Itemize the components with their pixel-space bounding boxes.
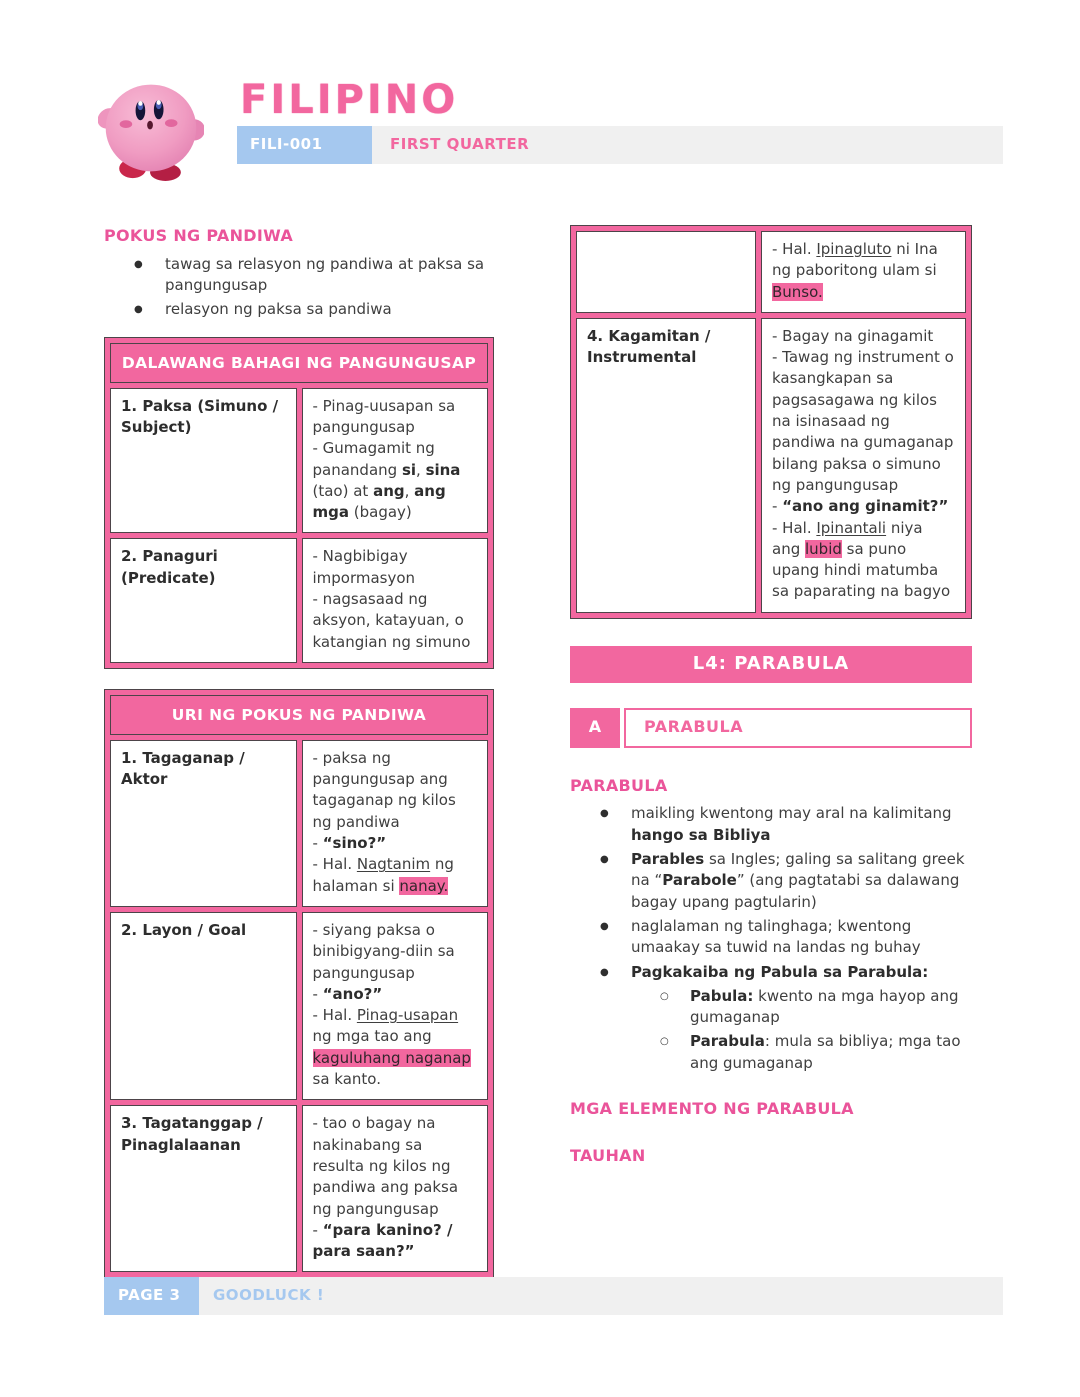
heading-mga-elemento: MGA ELEMENTO NG PARABULA xyxy=(570,1099,854,1119)
text-line xyxy=(313,854,478,897)
table-uri-ng-pokus xyxy=(104,689,494,1279)
text-segment: - tao o bagay na nakinabang sa resulta ng kilos ng pandiwa ang paksa ng pangungusap xyxy=(312,1114,459,1218)
text-segment: - xyxy=(312,1220,323,1239)
right-column xyxy=(570,225,972,1298)
text-segment: ng mga tao ang xyxy=(312,1027,432,1046)
bullet-text xyxy=(690,986,972,1029)
text-line xyxy=(165,254,494,297)
text-segment: Ipinantali xyxy=(816,518,887,537)
text-line xyxy=(313,438,478,523)
text-line xyxy=(121,396,286,439)
section-letter: A xyxy=(570,708,620,748)
text-segment: Pabula: xyxy=(690,986,754,1005)
text-segment: , xyxy=(416,460,426,479)
text-line xyxy=(631,916,972,959)
text-line xyxy=(313,984,478,1005)
definition-cell xyxy=(761,318,966,613)
table-kagamitan-continuation xyxy=(570,225,972,619)
text-segment: nanay. xyxy=(399,876,449,895)
text-segment: si xyxy=(401,460,417,479)
term-cell xyxy=(110,740,297,907)
left-column xyxy=(104,225,494,1298)
text-segment: (tao) at xyxy=(312,481,374,500)
text-line xyxy=(631,962,972,983)
text-line xyxy=(313,1113,478,1219)
text-segment: “sino?” xyxy=(322,834,387,853)
text-segment: kwento na mga hayop ang gumaganap xyxy=(690,986,959,1027)
bullet-text xyxy=(631,803,972,846)
table-row xyxy=(110,538,488,662)
table-title-row xyxy=(110,343,488,383)
definition-cell xyxy=(302,388,489,534)
text-segment: Parables xyxy=(631,850,705,869)
table-title: DALAWANG BAHAGI NG PANGUNGUSAP xyxy=(110,343,488,383)
quarter-label: FIRST QUARTER xyxy=(372,126,1003,164)
bullet-icon: ● xyxy=(600,808,609,820)
lesson-banner: L4: PARABULA xyxy=(570,646,972,683)
bullet-text xyxy=(631,962,972,983)
text-segment: Pagkakaiba ng Pabula sa Parabula: xyxy=(631,962,929,981)
bullet-text xyxy=(165,299,494,320)
text-segment: ng halaman si xyxy=(312,855,454,895)
text-segment: Bunso. xyxy=(772,282,823,301)
section-marker xyxy=(570,708,972,748)
bullet-icon: ● xyxy=(600,920,609,932)
text-segment: ” (ang pagtatabi sa dalawang bagay upang pagtularin) xyxy=(631,871,960,911)
text-segment: 2. Panaguri (Predicate) xyxy=(121,547,218,587)
header-bar xyxy=(237,126,1003,164)
section-heading-parabula: PARABULA xyxy=(570,775,668,795)
term-cell xyxy=(110,388,297,534)
text-segment: lubid xyxy=(805,539,842,558)
term-cell xyxy=(110,538,297,662)
bullet-icon: ○ xyxy=(660,990,669,1002)
pokus-bullet-list xyxy=(104,254,494,321)
parabula-bullet-list xyxy=(570,803,972,1074)
list-item xyxy=(104,254,494,297)
term-cell xyxy=(110,912,297,1100)
text-segment: 4. Kagamitan / Instrumental xyxy=(587,326,711,367)
text-segment: relasyon ng paksa sa pandiwa xyxy=(165,300,392,319)
text-line xyxy=(631,849,972,913)
text-segment: 1. Paksa (Simuno / Subject) xyxy=(121,396,279,436)
list-item xyxy=(570,1031,972,1074)
bullet-text xyxy=(165,254,494,297)
section-label: PARABULA xyxy=(624,708,972,748)
text-line xyxy=(772,496,955,517)
course-code-badge: FILI-001 xyxy=(237,126,372,164)
list-item xyxy=(570,803,972,846)
text-segment: 3. Tagatanggap / Pinaglalaanan xyxy=(121,1114,263,1154)
text-line xyxy=(121,1113,286,1156)
text-segment: - Hal. xyxy=(772,518,817,537)
page-number-badge: PAGE 3 xyxy=(104,1277,199,1315)
section-heading-pokus: POKUS NG PANDIWA xyxy=(104,226,294,245)
text-line xyxy=(121,748,286,791)
footer-note: GOODLUCK ! xyxy=(199,1277,1003,1315)
definition-cell xyxy=(302,538,489,662)
list-item xyxy=(570,916,972,959)
text-line xyxy=(313,546,478,589)
term-cell xyxy=(576,231,756,313)
bullet-text xyxy=(631,849,972,913)
text-segment: Nagtanim xyxy=(356,855,431,874)
text-line xyxy=(313,748,478,833)
text-segment: - Nagbibigay impormasyon xyxy=(312,547,416,587)
text-line xyxy=(313,833,478,854)
definition-cell xyxy=(761,231,966,313)
text-line xyxy=(313,396,478,439)
definition-cell xyxy=(302,740,489,907)
text-line xyxy=(313,589,478,653)
bullet-icon: ○ xyxy=(660,1036,669,1048)
text-segment: 2. Layon / Goal xyxy=(121,920,247,939)
text-line xyxy=(772,347,955,496)
page-content xyxy=(104,225,972,1298)
text-segment: - Hal. xyxy=(772,240,817,258)
text-line xyxy=(313,1220,478,1263)
kirby-mascot-image xyxy=(98,70,204,190)
table-dalawang-bahagi xyxy=(104,337,494,669)
text-segment: “ano?” xyxy=(322,984,383,1003)
text-segment: Pinag-usapan xyxy=(356,1006,459,1025)
text-line xyxy=(165,299,494,320)
text-segment: kaguluhang naganap xyxy=(312,1048,471,1067)
text-segment: naglalaman ng talinghaga; kwentong umaakay sa tuwid na landas ng buhay xyxy=(631,916,921,957)
definition-cell xyxy=(302,912,489,1100)
text-segment: Ipinagluto xyxy=(816,240,892,258)
list-item xyxy=(570,962,972,983)
table-row xyxy=(110,1105,488,1272)
text-line xyxy=(587,326,745,369)
text-segment: - Pinag-uusapan sa pangungusap xyxy=(312,396,456,436)
text-line xyxy=(631,803,972,846)
text-segment: hango sa Bibliya xyxy=(631,825,771,844)
text-line xyxy=(690,1031,972,1074)
heading-tauhan: TAUHAN xyxy=(570,1145,646,1165)
term-cell xyxy=(576,318,756,613)
bullet-text xyxy=(631,916,972,959)
text-segment: - xyxy=(312,834,323,853)
text-segment: tawag sa relasyon ng pandiwa at paksa sa pangungusap xyxy=(165,254,485,295)
bullet-text xyxy=(690,1031,972,1074)
table-title: URI NG POKUS NG PANDIWA xyxy=(110,695,488,735)
page-title: FILIPINO xyxy=(240,77,459,123)
text-segment: - xyxy=(772,497,783,516)
table-row xyxy=(576,231,966,313)
text-segment: - Bagay na ginagamit xyxy=(772,326,934,345)
text-segment: : mula sa bibliya; mga tao ang gumaganap xyxy=(690,1032,961,1072)
text-segment: sa kanto. xyxy=(312,1070,381,1089)
list-item xyxy=(570,849,972,913)
text-line xyxy=(121,546,286,589)
text-segment: - Tawag ng instrument o kasangkapan sa pagsasagawa ng kilos na isinasaad ng pandiwa na gumaganap bilang paksa o simuno ng pangungusap xyxy=(772,348,954,494)
table-row xyxy=(110,388,488,534)
text-segment: Parabula xyxy=(690,1032,765,1051)
list-item xyxy=(570,986,972,1029)
bullet-icon: ● xyxy=(600,966,609,978)
text-line xyxy=(772,326,955,347)
text-segment: ni Ina ng paboritong ulam si xyxy=(772,240,938,280)
list-item xyxy=(104,299,494,320)
text-segment: “para kanino? / para saan?” xyxy=(312,1220,453,1261)
text-line xyxy=(313,920,478,984)
bullet-icon: ● xyxy=(600,854,609,866)
text-segment: , xyxy=(404,481,415,500)
text-line xyxy=(772,239,955,303)
text-segment: - siyang paksa o binibigyang-diin sa pangungusap xyxy=(312,920,455,982)
text-line xyxy=(772,518,955,603)
definition-cell xyxy=(302,1105,489,1272)
text-segment: - paksa ng pangungusap ang tagaganap ng kilos ng pandiwa xyxy=(312,748,456,831)
text-segment: Parabole xyxy=(662,871,737,890)
table-row xyxy=(110,912,488,1100)
text-segment: - Hal. xyxy=(312,855,357,874)
bullet-icon: ● xyxy=(134,258,143,270)
bullet-icon: ● xyxy=(134,304,143,316)
table-row xyxy=(576,318,966,613)
text-segment: ang mga xyxy=(312,481,446,522)
text-segment: - Hal. xyxy=(312,1006,357,1025)
text-segment: niya ang xyxy=(772,518,923,558)
table-title-row xyxy=(110,695,488,735)
text-segment: - xyxy=(312,984,323,1003)
text-segment: 1. Tagaganap / Aktor xyxy=(121,748,245,789)
text-segment: maikling kwentong may aral na kalimitang xyxy=(631,804,952,823)
term-cell xyxy=(110,1105,297,1272)
text-segment: “ano ang ginamit?” xyxy=(782,497,949,516)
text-segment: (bagay) xyxy=(349,503,412,522)
text-line xyxy=(690,986,972,1029)
table-row xyxy=(110,740,488,907)
page-footer xyxy=(104,1277,1003,1315)
text-segment: sa puno upang hindi matumba sa paparating na bagyo xyxy=(772,539,951,601)
text-line xyxy=(313,1005,478,1090)
text-segment: - nagsasaad ng aksyon, katayuan, o katangian ng simuno xyxy=(312,589,471,651)
text-segment: sina xyxy=(425,460,461,479)
text-line xyxy=(121,920,286,941)
text-segment: - Gumagamit ng panandang xyxy=(312,439,435,479)
text-segment: sa Ingles; galing sa salitang greek na “ xyxy=(631,850,965,890)
text-segment: ang xyxy=(373,481,405,500)
